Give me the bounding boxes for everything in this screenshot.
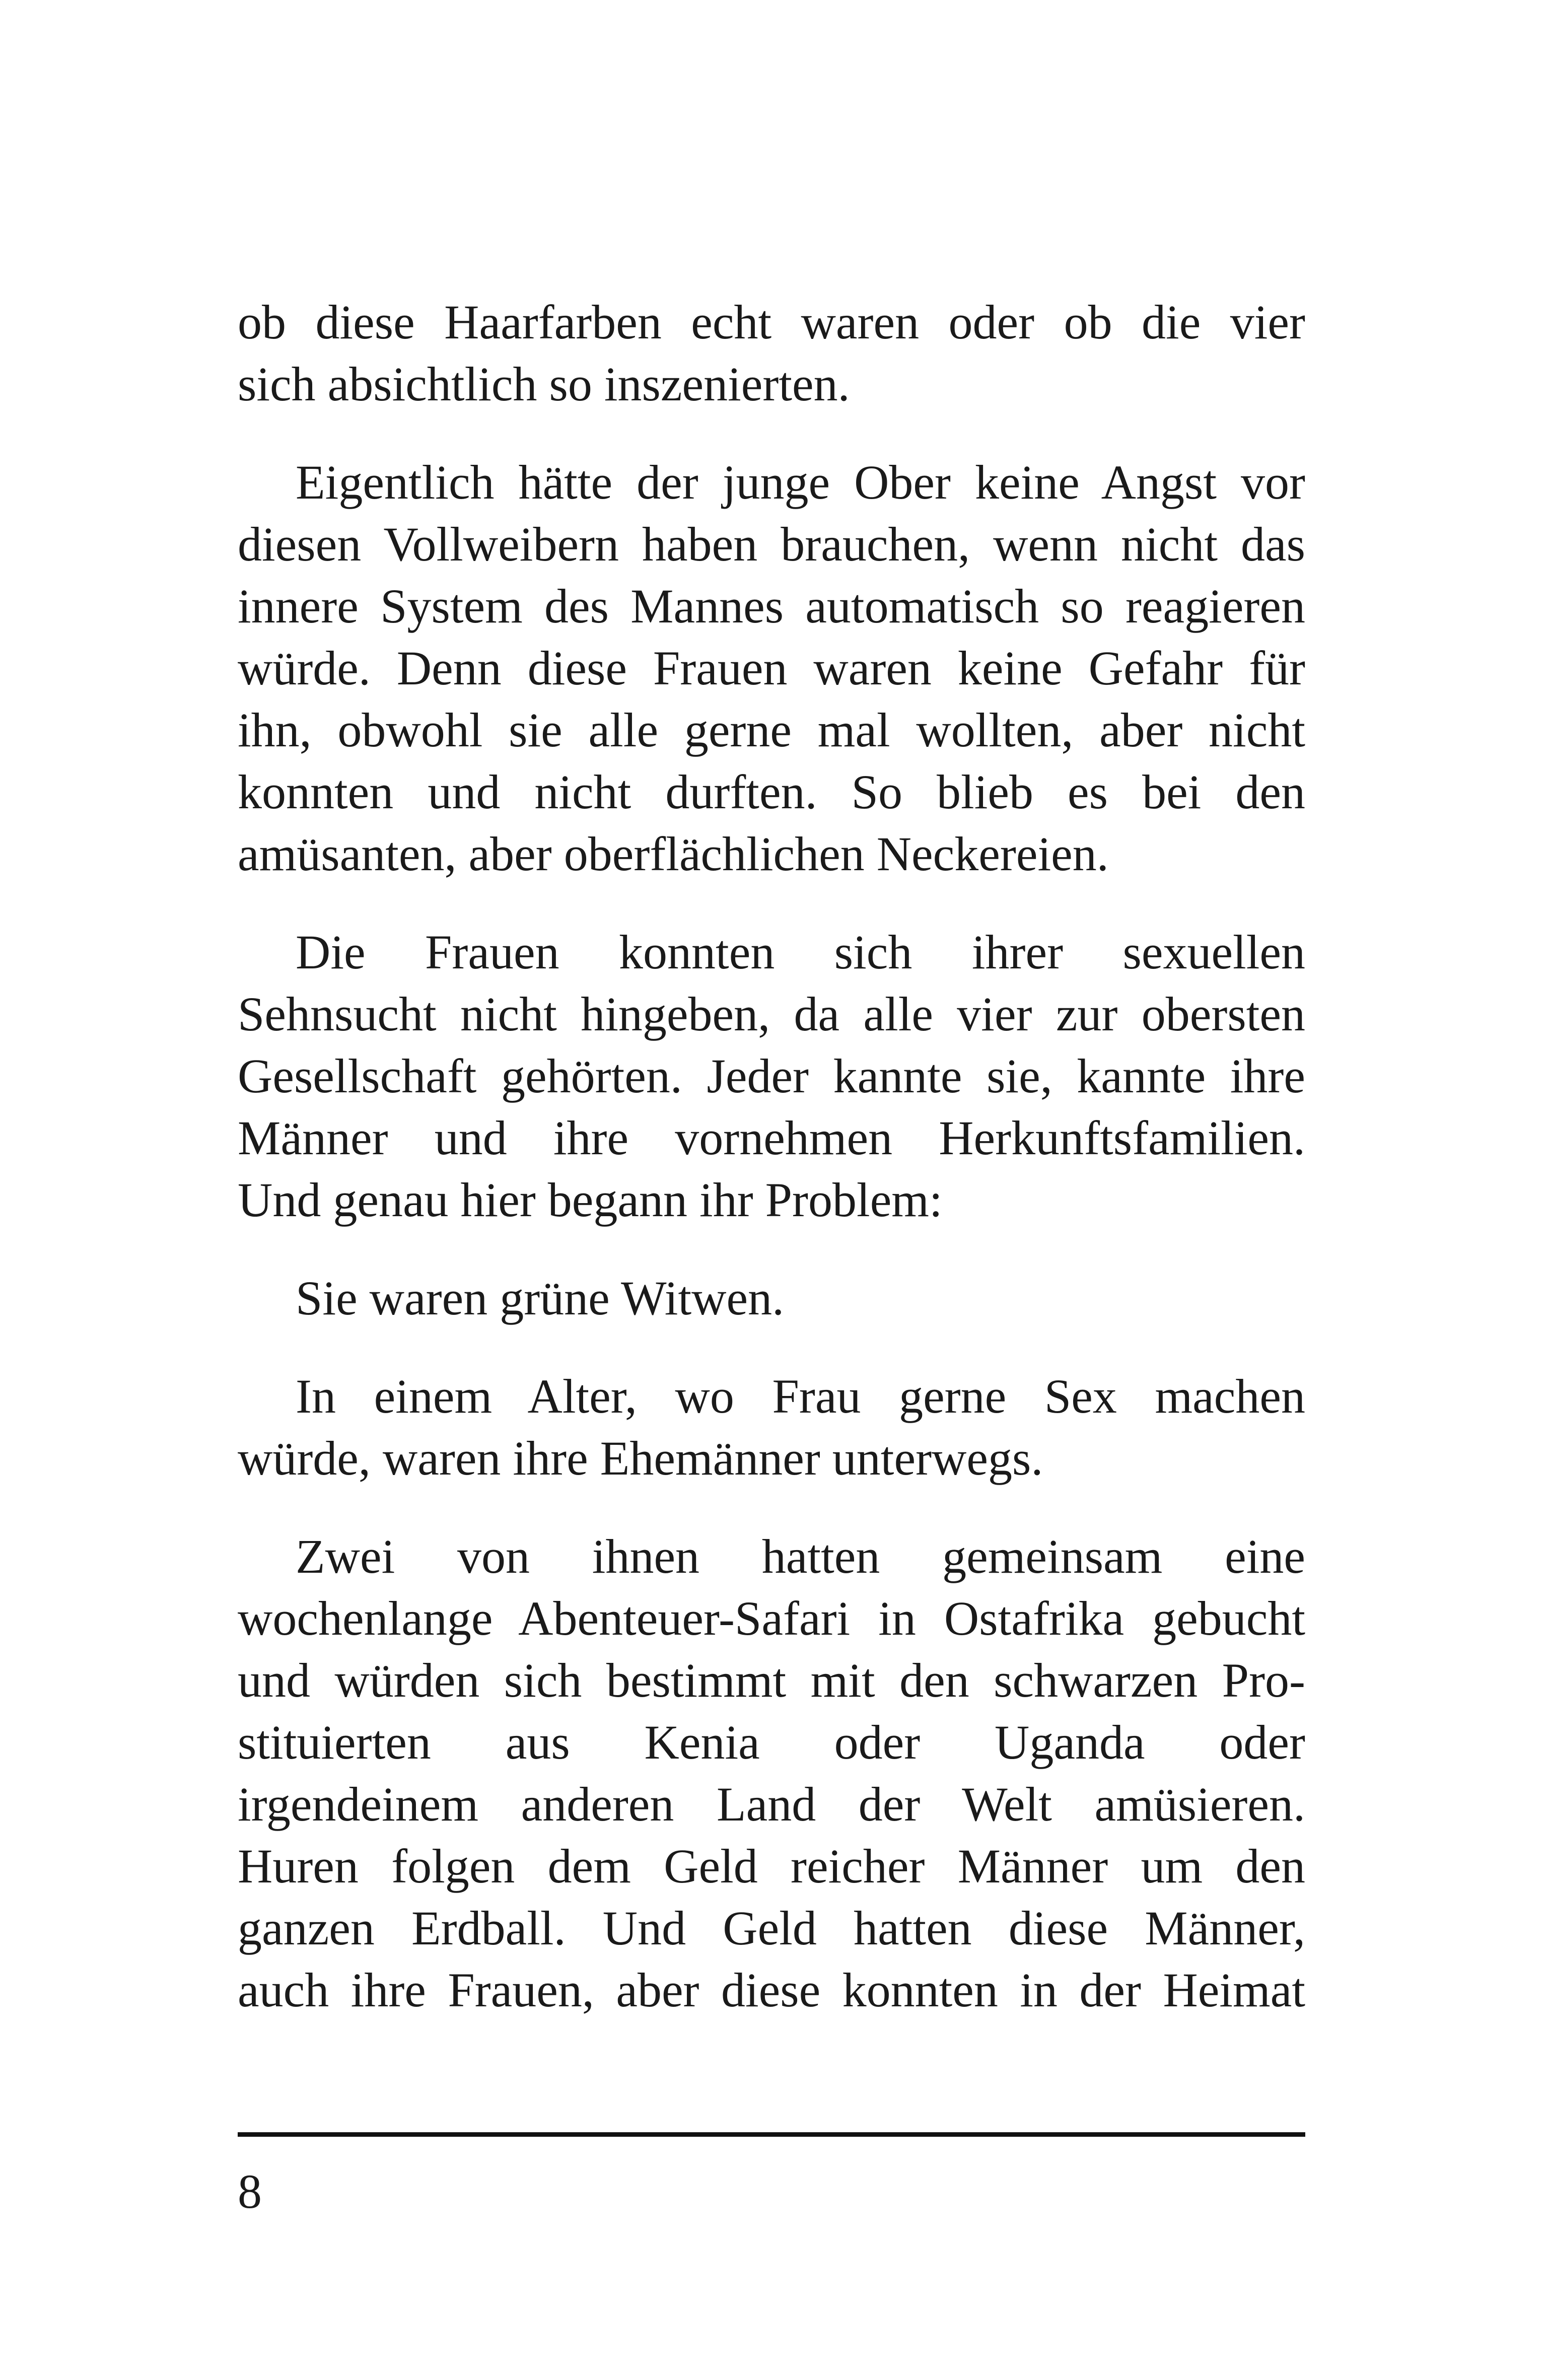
text-line: Sehnsucht nicht hingeben, da alle vier zur obersten [238, 987, 1305, 1041]
paragraph-6 [238, 1525, 1305, 2021]
text-line: amüsanten, aber oberflächlichen Neckereien. [238, 827, 1109, 881]
text-line: wochenlange Abenteuer-Safari in Ostafrika gebucht [238, 1591, 1305, 1645]
text-line: irgendeinem anderen Land der Welt amüsieren. [238, 1777, 1305, 1831]
text-line: Eigentlich hätte der junge Ober keine Angst vor [296, 455, 1305, 509]
text-line: ganzen Erdball. Und Geld hatten diese Männer, [238, 1901, 1305, 1955]
text-line: auch ihre Frauen, aber diese konnten in der Heimat [238, 1963, 1305, 2017]
text-line: Männer und ihre vornehmen Herkunftsfamilien. [238, 1111, 1305, 1165]
text-line: würde, waren ihre Ehemänner unterwegs. [238, 1431, 1043, 1485]
footer-rule [238, 2132, 1305, 2137]
text-line: Huren folgen dem Geld reicher Männer um den [238, 1839, 1305, 1893]
text-line: konnten und nicht durften. So blieb es bei den [238, 765, 1305, 819]
text-line: sich absichtlich so inszenierten. [238, 357, 850, 411]
text-line: Die Frauen konnten sich ihrer sexuellen [296, 925, 1305, 979]
text-line: würde. Denn diese Frauen waren keine Gefahr für [238, 641, 1305, 695]
text-line: ob diese Haarfarben echt waren oder ob die vier [238, 295, 1305, 349]
text-line: und würden sich bestimmt mit den schwarzen Pro- [238, 1653, 1305, 1707]
text-line: ihn, obwohl sie alle gerne mal wollten, aber nicht [238, 703, 1305, 757]
paragraph-2 [238, 451, 1305, 885]
text-line: Zwei von ihnen hatten gemeinsam eine [296, 1529, 1305, 1583]
paragraph-3 [238, 921, 1305, 1231]
paragraph-1 [238, 291, 1305, 415]
text-line: innere System des Mannes automatisch so reagieren [238, 579, 1305, 633]
paragraph-4 [238, 1267, 1305, 1329]
text-line: diesen Vollweibern haben brauchen, wenn nicht das [238, 517, 1305, 571]
text-line: In einem Alter, wo Frau gerne Sex machen [296, 1369, 1305, 1423]
text-line: Sie waren grüne Witwen. [296, 1271, 785, 1325]
page-body [238, 291, 1305, 2057]
text-line: Und genau hier begann ihr Problem: [238, 1173, 943, 1227]
text-line: Gesellschaft gehörten. Jeder kannte sie, kannte ihre [238, 1049, 1305, 1103]
text-line: stituierten aus Kenia oder Uganda oder [238, 1715, 1305, 1769]
page-number: 8 [238, 2164, 262, 2218]
paragraph-5 [238, 1365, 1305, 1489]
